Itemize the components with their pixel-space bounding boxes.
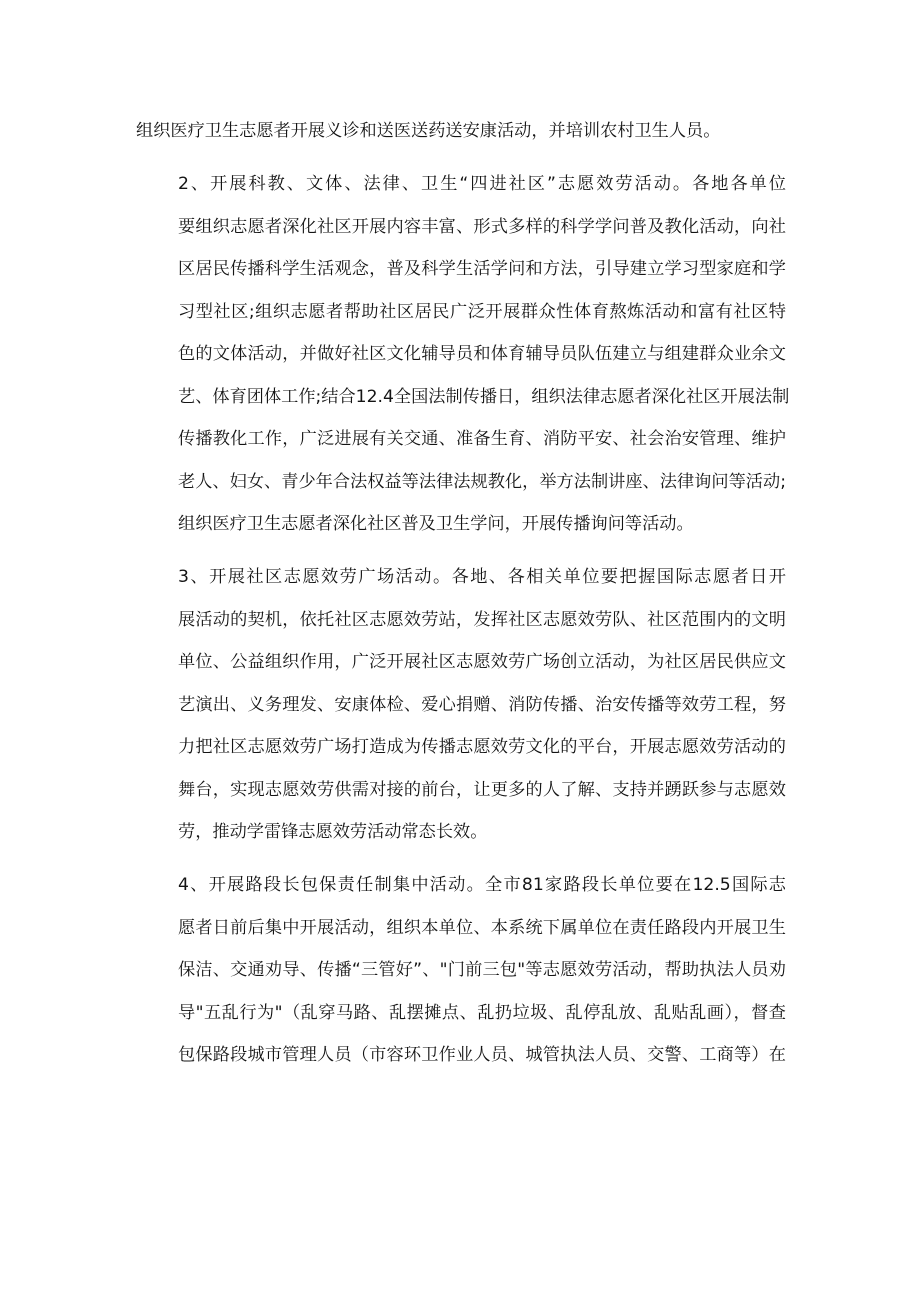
text-line: 2、开展科教、文体、法律、卫生“四进社区”志愿效劳活动。各地各单位 xyxy=(178,174,786,194)
paragraph-2-four-into-community xyxy=(136,163,790,546)
text-line: 愿者日前后集中开展活动，组织本单位、本系统下属单位在责任路段内开展卫生 xyxy=(178,917,786,938)
text-line: 艺、体育团体工作;结合12.4全国法制传播日，组织法律志愿者深化社区开展法制 xyxy=(178,386,790,407)
text-line: 展活动的契机，依托社区志愿效劳站，发挥社区志愿效劳队、社区范围内的文明 xyxy=(178,609,786,630)
text-line: 劳，推动学雷锋志愿效劳活动常态长效。 xyxy=(178,822,488,842)
text-line: 力把社区志愿效劳广场打造成为传播志愿效劳文化的平台，开展志愿效劳活动的 xyxy=(178,737,786,757)
text-line: 包保路段城市管理人员（市容环卫作业人员、城管执法人员、交警、工商等）在 xyxy=(178,1045,786,1065)
paragraph-1-continuation xyxy=(136,110,786,153)
text-line: 组织医疗卫生志愿者深化社区普及卫生学问，开展传播询问等活动。 xyxy=(178,514,694,534)
text-line: 传播教化工作，广泛进展有关交通、准备生育、消防平安、社会治安管理、维护 xyxy=(178,429,786,449)
text-line: 组织医疗卫生志愿者开展义诊和送医送药送安康活动，并培训农村卫生人员。 xyxy=(136,121,721,141)
text-line: 舞台，实现志愿效劳供需对接的前台，让更多的人了解、支持并踴跃参与志愿效 xyxy=(178,779,786,800)
text-line: 3、开展社区志愿效劳广场活动。各地、各相关单位要把握国际志愿者日开 xyxy=(178,567,786,587)
paragraph-4-road-section xyxy=(136,864,786,1077)
text-line: 习型社区;组织志愿者帮助社区居民广泛开展群众性体育熬炼活动和富有社区特 xyxy=(178,301,786,322)
text-line: 色的文体活动，并做好社区文化辅导员和体育辅导员队伍建立与组建群众业余文 xyxy=(178,344,786,364)
text-line: 导"五乱行为"（乱穿马路、乱摆摊点、乱扔垃圾、乱停乱放、乱贴乱画），督查 xyxy=(178,1002,786,1023)
text-line: 保洁、交通劝导、传播“三管好”、"门前三包"等志愿效劳活动，帮助执法人员劝 xyxy=(178,960,786,980)
paragraph-3-volunteer-square xyxy=(136,556,786,854)
text-line: 老人、妇女、青少年合法权益等法律法规教化，举方法制讲座、法律询问等活动; xyxy=(178,471,786,492)
text-line: 要组织志愿者深化社区开展内容丰富、形式多样的科学学问普及教化活动，向社 xyxy=(178,216,786,237)
text-line: 艺演出、义务理发、安康体检、爱心捐赠、消防传播、治安传播等效劳工程，努 xyxy=(178,694,786,715)
text-line: 单位、公益组织作用，广泛开展社区志愿效劳广场创立活动，为社区居民供应文 xyxy=(178,652,786,672)
document-body xyxy=(136,110,790,1087)
text-line: 区居民传播科学生活观念，普及科学生活学问和方法，引导建立学习型家庭和学 xyxy=(178,259,786,279)
text-line: 4、开展路段长包保责任制集中活动。全市81家路段长单位要在12.5国际志 xyxy=(178,875,786,895)
